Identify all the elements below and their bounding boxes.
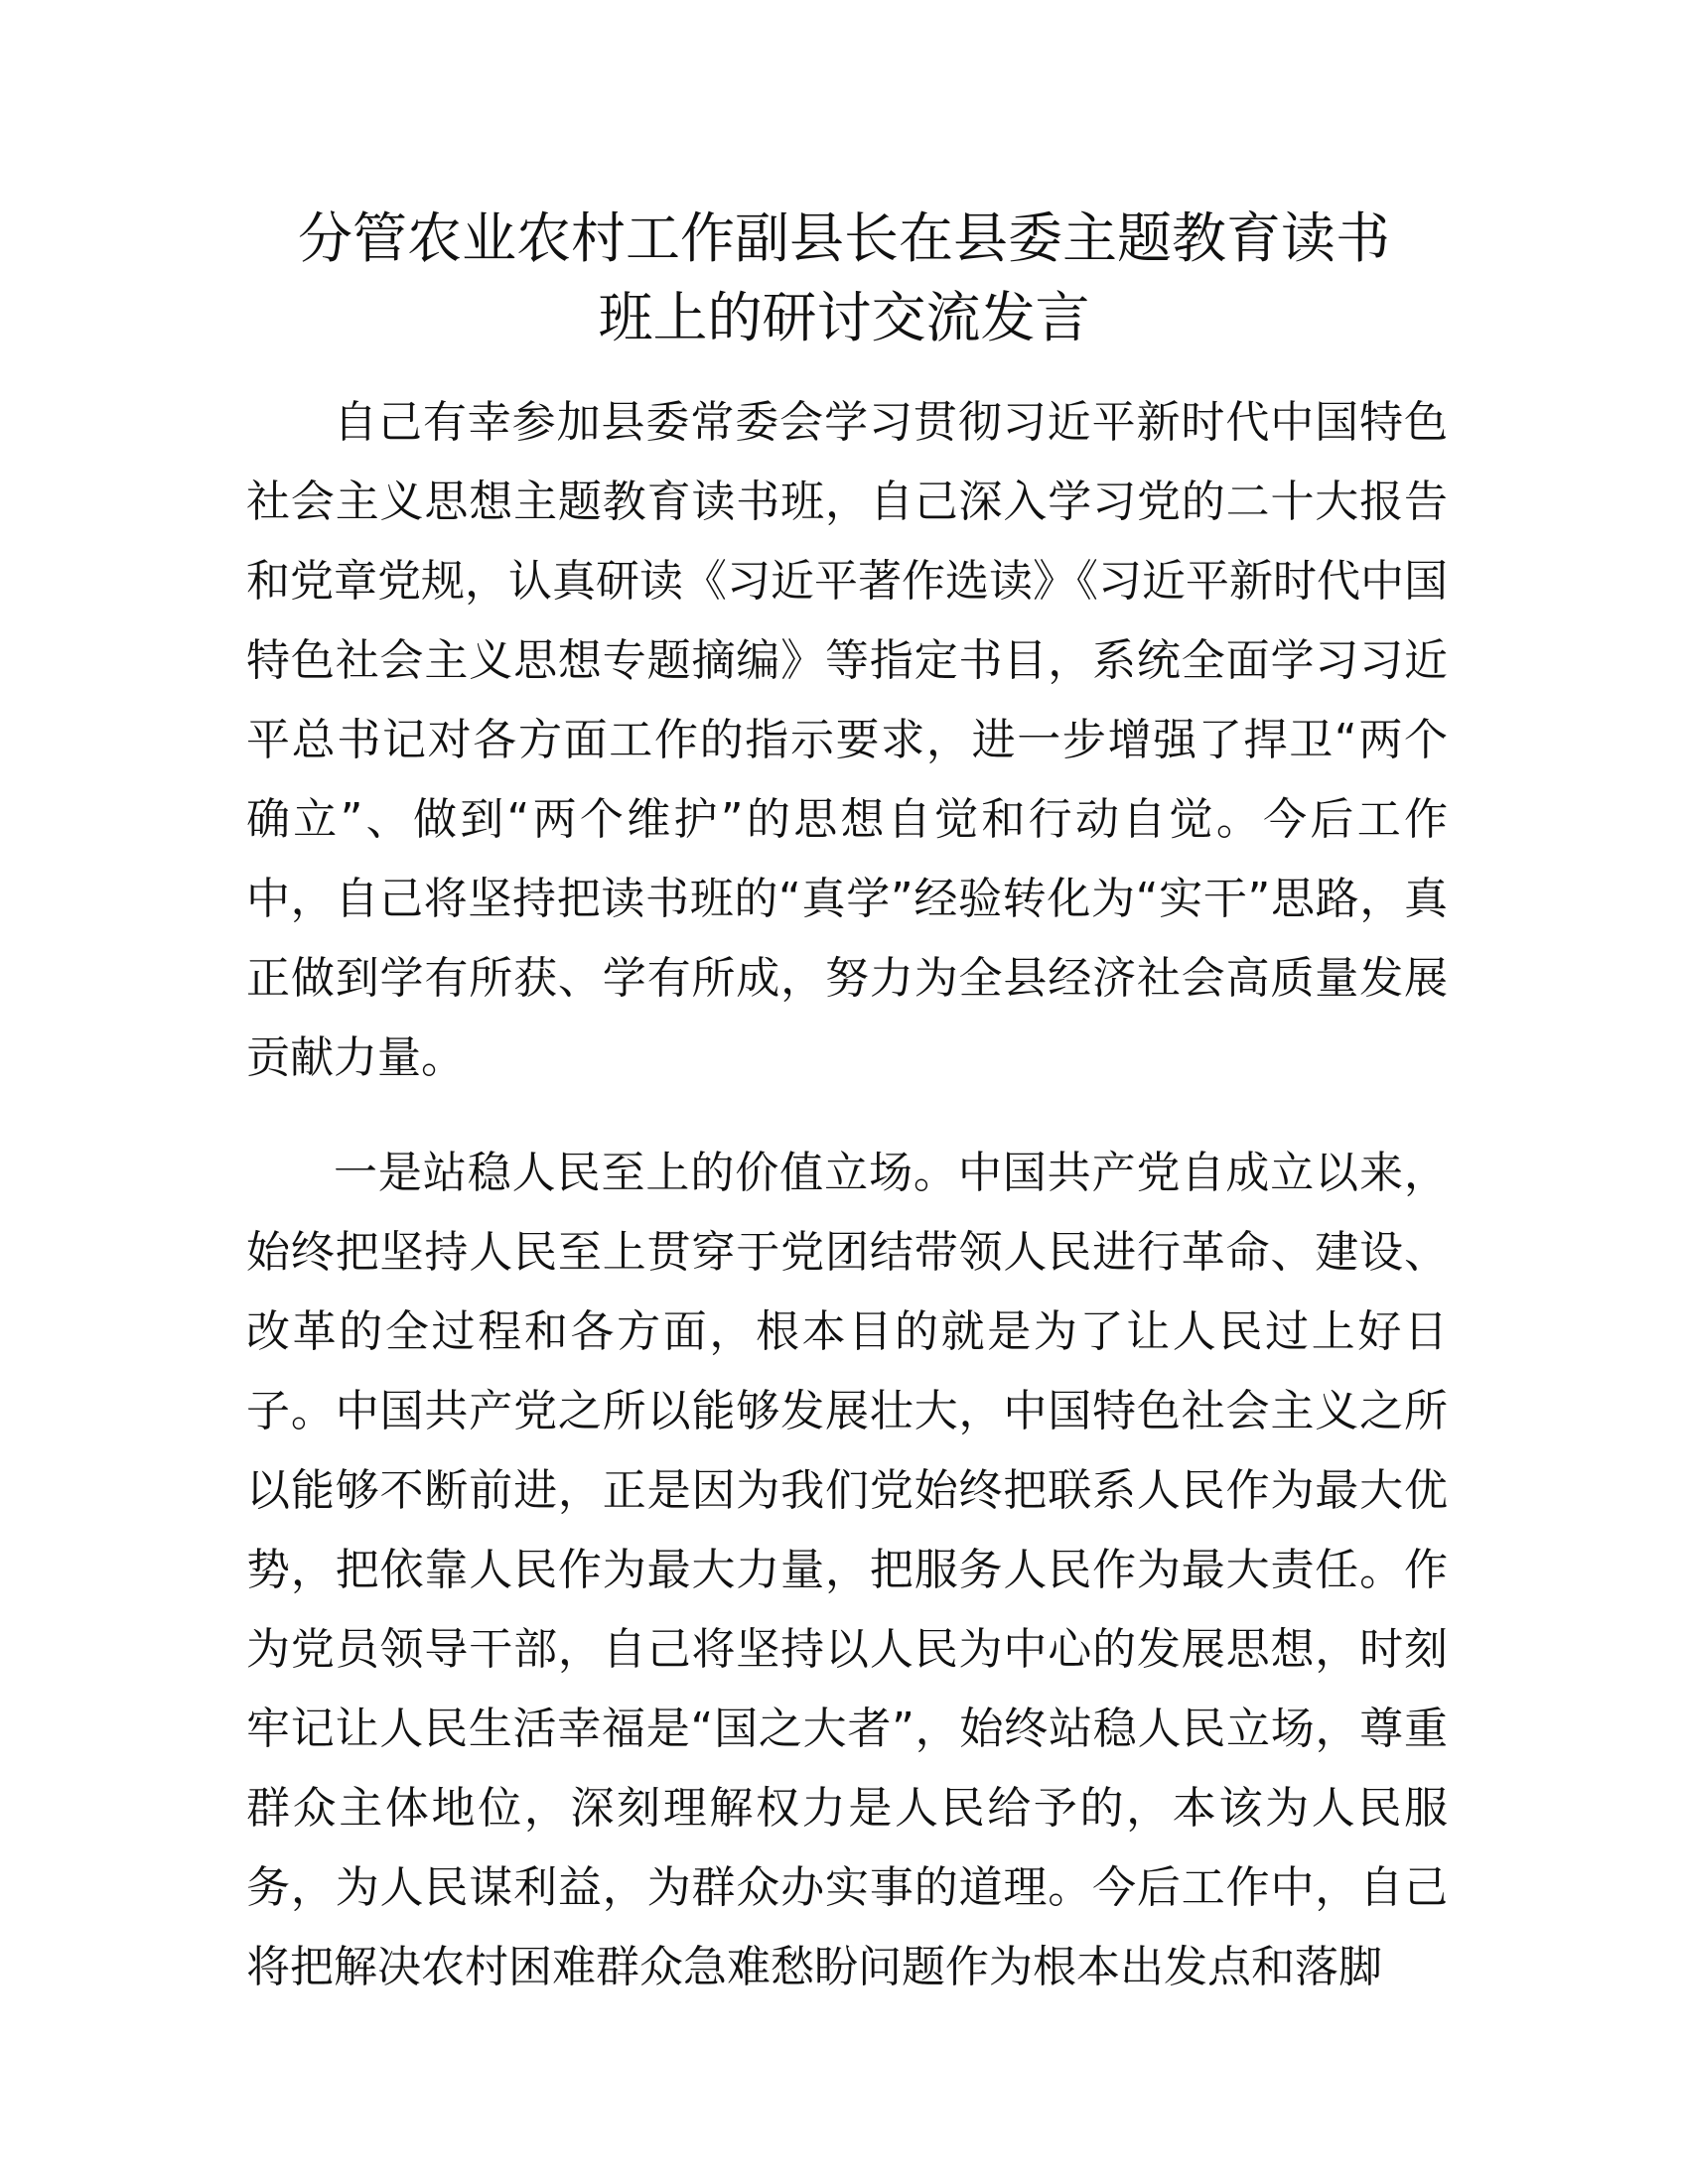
document-body <box>246 383 1448 2007</box>
paragraph-point-one: 一是站稳人民至上的价值立场。中国共产党自成立以来，始终把坚持人民至上贯穿于党团结带领人民进行革命、建设、改革的全过程和各方面，根本目的就是为了让人民过上好日子。中国共产党之所以能够发展壮大，中国特色社会主义之所以能够不断前进，正是因为我们党始终把联系人民作为最大优势，把依靠人民作为最大力量，把服务人民作为最大责任。作为党员领导干部，自己将坚持以人民为中心的发展思想，时刻牢记让人民生活幸福是“国之大者”，始终站稳人民立场，尊重群众主体地位，深刻理解权力是人民给予的，本该为人民服务，为人民谋利益，为群众办实事的道理。今后工作中，自己将把解决农村困难群众急难愁盼问题作为根本出发点和落脚 <box>246 1148 1448 1992</box>
document-title <box>238 199 1450 357</box>
paragraph-intro: 自己有幸参加县委常委会学习贯彻习近平新时代中国特色社会主义思想主题教育读书班，自己深入学习党的二十大报告和党章党规，认真研读《习近平著作选读》《习近平新时代中国特色社会主义思想专题摘编》等指定书目，系统全面学习习近平总书记对各方面工作的指示要求，进一步增强了捍卫“两个确立”、做到“两个维护”的思想自觉和行动自觉。今后工作中，自己将坚持把读书班的“真学”经验转化为“实干”思路，真正做到学有所获、学有所成，努力为全县经济社会高质量发展贡献力量。 <box>246 397 1448 1083</box>
title-line-2: 班上的研讨交流发言 <box>598 286 1090 349</box>
title-line-1: 分管农业农村工作副县长在县委主题教育读书 <box>297 206 1390 270</box>
